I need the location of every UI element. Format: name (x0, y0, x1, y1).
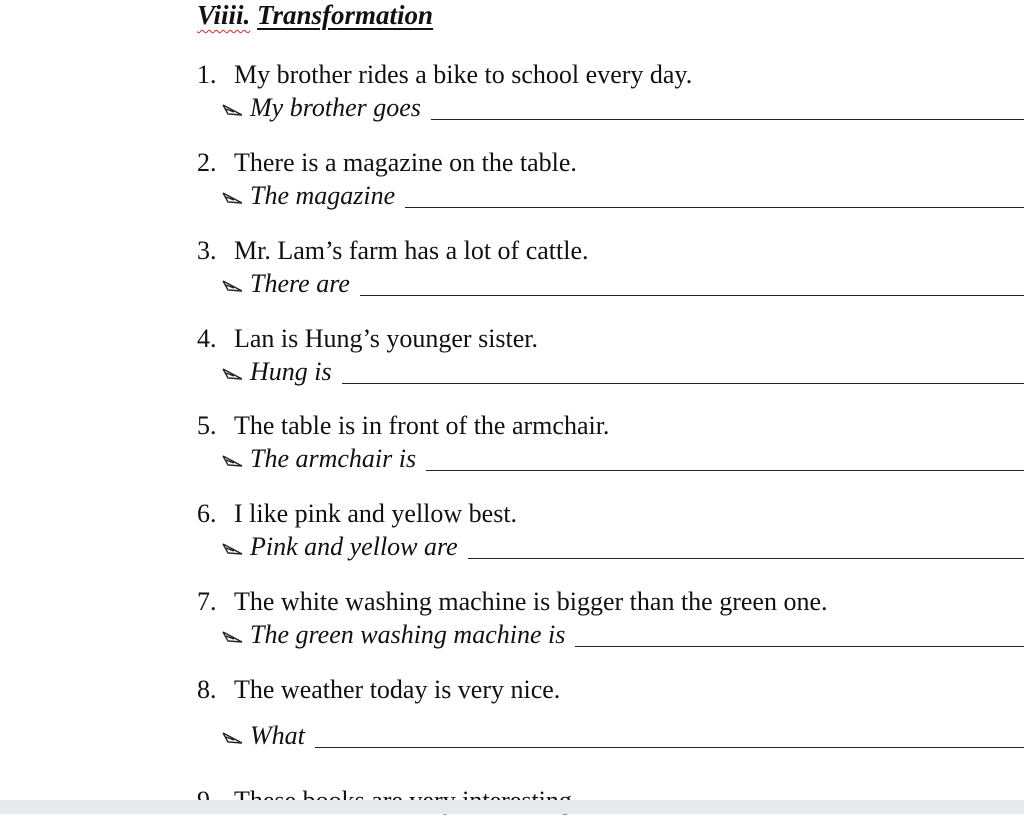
question-number: 8. (197, 675, 217, 704)
pen-writing-icon (222, 532, 244, 561)
question-1 (0, 60, 1024, 140)
question-sentence: I like pink and yellow best. (234, 499, 518, 528)
question-number: 7. (197, 587, 217, 616)
answer-line (222, 93, 1024, 127)
answer-blank[interactable] (360, 269, 1024, 296)
answer-line (222, 269, 1024, 303)
answer-line (222, 532, 1024, 566)
question-sentence: The table is in front of the armchair. (234, 411, 610, 440)
answer-starter: What (250, 721, 305, 750)
question-7 (0, 587, 1024, 667)
question-number: 2. (197, 148, 217, 177)
pen-writing-icon (222, 721, 244, 750)
answer-blank[interactable] (431, 93, 1024, 120)
question-number: 6. (197, 499, 217, 528)
question-sentence: The white washing machine is bigger than the green one. (234, 587, 828, 616)
question-3 (0, 236, 1024, 316)
question-sentence: Mr. Lam’s farm has a lot of cattle. (234, 236, 589, 265)
answer-starter: There are (250, 269, 350, 298)
pen-writing-icon (222, 93, 244, 122)
answer-starter: My brother goes (250, 93, 421, 122)
question-9 (0, 786, 1024, 800)
answer-line (222, 620, 1024, 654)
answer-blank[interactable] (575, 620, 1024, 647)
answer-starter: The magazine (250, 181, 396, 210)
answer-blank[interactable] (315, 721, 1024, 748)
answer-blank[interactable] (468, 532, 1024, 559)
section-heading (197, 0, 433, 31)
answer-line (222, 181, 1024, 215)
pen-writing-icon (222, 269, 244, 298)
question-sentence: My brother rides a bike to school every day. (234, 60, 693, 89)
question-number: 3. (197, 236, 217, 265)
answer-line (222, 444, 1024, 478)
question-sentence: The weather today is very nice. (234, 675, 561, 704)
question-4 (0, 324, 1024, 404)
answer-blank[interactable] (426, 444, 1024, 471)
answer-line (222, 721, 1024, 755)
pen-writing-icon (222, 357, 244, 386)
answer-blank[interactable] (342, 357, 1024, 384)
answer-line (222, 357, 1024, 391)
question-2 (0, 148, 1024, 228)
answer-starter: Hung is (250, 357, 332, 386)
question-number: 5. (197, 411, 217, 440)
answer-starter: The armchair is (250, 444, 417, 473)
question-number: 1. (197, 60, 217, 89)
answer-starter: The green washing machine is (250, 620, 566, 649)
section-title: Transformation (257, 0, 434, 30)
question-8 (0, 675, 1024, 755)
viewer-bottom-edge (0, 800, 1024, 814)
pen-writing-icon (222, 181, 244, 210)
question-number: 4. (197, 324, 217, 353)
question-5 (0, 411, 1024, 491)
question-sentence: Lan is Hung’s younger sister. (234, 324, 539, 353)
question-sentence: There is a magazine on the table. (234, 148, 577, 177)
question-6 (0, 499, 1024, 579)
answer-blank[interactable] (405, 181, 1024, 208)
section-number: Viiii. (197, 0, 251, 30)
answer-starter: Pink and yellow are (250, 532, 458, 561)
pen-writing-icon (222, 444, 244, 473)
pen-writing-icon (222, 620, 244, 649)
